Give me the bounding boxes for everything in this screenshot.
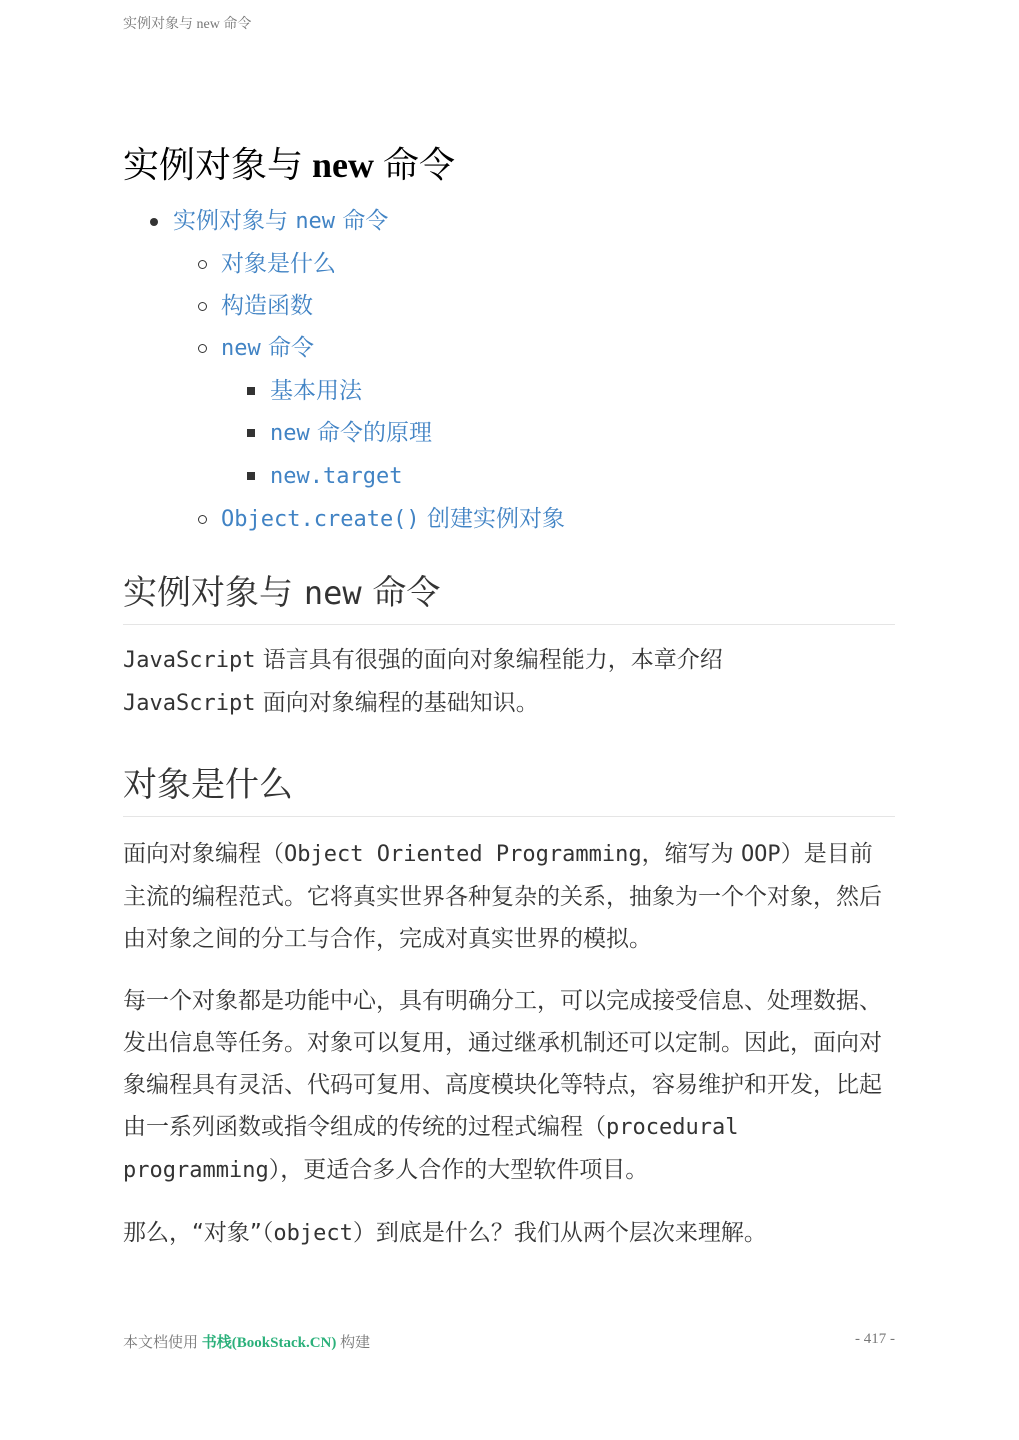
toc-item-new-command[interactable]: new 命令 [123,327,895,370]
footer-credit: 本文档使用 书栈(BookStack.CN) 构建 [123,1335,371,1351]
paragraph-oop: 面向对象编程（Object Oriented Programming，缩写为 OOP）是目前主流的编程范式。它将真实世界各种复杂的关系，抽象为一个个对象，然后由对象之间的分工与合作，完成对真实世界的模拟。 [123,841,882,952]
toc-item-instance-new[interactable]: 实例对象与 new 命令 [123,200,895,243]
toc-item-new-principle[interactable]: new 命令的原理 [123,412,895,455]
toc-item-object-create[interactable]: Object.create() 创建实例对象 [123,498,895,541]
running-header: 实例对象与 new 命令 [123,17,252,32]
section-heading-instance-new: 实例对象与 new 命令 [123,565,895,625]
toc-item-basic-usage[interactable]: 基本用法 [123,370,895,412]
table-of-contents [123,200,895,541]
document-title: 实例对象与 new 命令 [123,145,456,185]
paragraph-object-center: 每一个对象都是功能中心，具有明确分工，可以完成接受信息、处理数据、发出信息等任务。对象可以复用，通过继承机制还可以定制。因此，面向对象编程具有灵活、代码可复用、高度模块化等特点，容易维护和开发，比起由一系列函数或指令组成的传统的过程式编程（procedural programming），更适合多人合作的大型软件项目。 [123,988,882,1183]
paragraph-intro: JavaScript 语言具有很强的面向对象编程能力，本章介绍 JavaScript 面向对象编程的基础知识。 [123,647,723,716]
toc-item-constructor[interactable]: 构造函数 [123,285,895,327]
document-body [123,140,895,1255]
toc-item-new-target[interactable]: new.target [123,455,895,498]
toc-item-what-is-object[interactable]: 对象是什么 [123,243,895,285]
bookstack-link[interactable]: 书栈(BookStack.CN) [201,1335,337,1351]
page-number: - 417 - [855,1331,895,1347]
section-heading-what-is-object: 对象是什么 [123,757,895,817]
paragraph-what-object: 那么，“对象”（object）到底是什么？我们从两个层次来理解。 [123,1220,767,1246]
